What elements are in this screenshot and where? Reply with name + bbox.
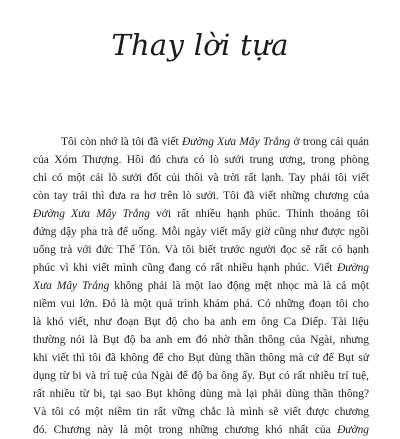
text-run: ở trong cái quán (290, 136, 369, 148)
italic-book-title: Xưa Mây Trắng (33, 280, 110, 292)
text-line (33, 367, 369, 385)
text-run: rất nhiều từ bi, tại sao Bụt không dùng mà lại phải dùng thần thông? (33, 388, 369, 400)
italic-book-title: Đường (337, 262, 369, 274)
text-run: đứng dậy pha trà để uống. Mỗi ngày viết mấy giờ cũng như được ngồi (33, 226, 369, 238)
text-run: thường nói là Bụt độ ba anh em đó nhờ thần thông của Ngài, nhưng (33, 334, 369, 346)
text-run: với rất nhiều hạnh phúc. Thỉnh thoảng tôi (149, 208, 369, 220)
text-line (33, 403, 369, 421)
text-line (33, 295, 369, 313)
text-line (33, 349, 369, 367)
text-line (33, 313, 369, 331)
text-run: dụng từ bi và trí tuệ của Ngài để độ ba ông ấy. Bụt có rất nhiều trí tuệ, (33, 370, 369, 382)
text-run: chỉ có một cái lò sưởi đốt củi thôi và trời rất lạnh. Tay phải tôi viết (33, 172, 369, 184)
text-line (33, 133, 369, 151)
text-line (33, 169, 369, 187)
text-run: đó. Chương này là một trong những chương khó nhất của (33, 424, 338, 436)
text-line (33, 151, 369, 169)
text-line (33, 205, 369, 223)
text-line (33, 277, 369, 295)
text-run: không phải là một lao động mệt nhọc mà là cả một (109, 280, 369, 292)
body-paragraph (33, 133, 369, 439)
text-run: còn tay trái thì đưa ra hơ trên lò sưởi. Tôi đã viết những chương của (33, 190, 369, 202)
text-run: Và tôi có một niềm tin rất vững chắc là mình sẽ viết được chương (33, 406, 369, 418)
text-line (33, 259, 369, 277)
italic-book-title: Đường Xưa Mây Trắng (182, 136, 291, 148)
text-run: phúc vì khi viết mình cũng đang có rất nhiều hạnh phúc. Viết (33, 262, 338, 274)
text-run: khi viết thì tôi đã không để cho Bụt dùng thần thông mà cứ để Bụt sử (33, 352, 369, 364)
text-line (33, 187, 369, 205)
italic-book-title: Đường Xưa Mây Trắng (33, 208, 150, 220)
text-line (33, 331, 369, 349)
page-title: Thay lời tựa (111, 28, 289, 62)
text-run: Tôi còn nhớ là tôi đã viết (61, 136, 183, 148)
text-line (33, 421, 369, 439)
text-run: của Xóm Thượng. Hồi đó chưa có lò sưởi trung ương, trong phòng (33, 154, 369, 166)
text-run: là khó viết, như đoạn Bụt độ cho ba anh em ông Ca Diếp. Tài liệu (33, 316, 369, 328)
italic-book-title: Đường (337, 424, 369, 436)
text-run: niềm vui lớn. Đó là một quá trình khám phá. Có những đoạn tôi cho (33, 298, 369, 310)
text-line (33, 385, 369, 403)
text-line (33, 223, 369, 241)
text-line (33, 241, 369, 259)
text-run: uống trà với đức Thế Tôn. Và tôi biết trước người đọc sẽ rất có hạnh (33, 244, 369, 256)
